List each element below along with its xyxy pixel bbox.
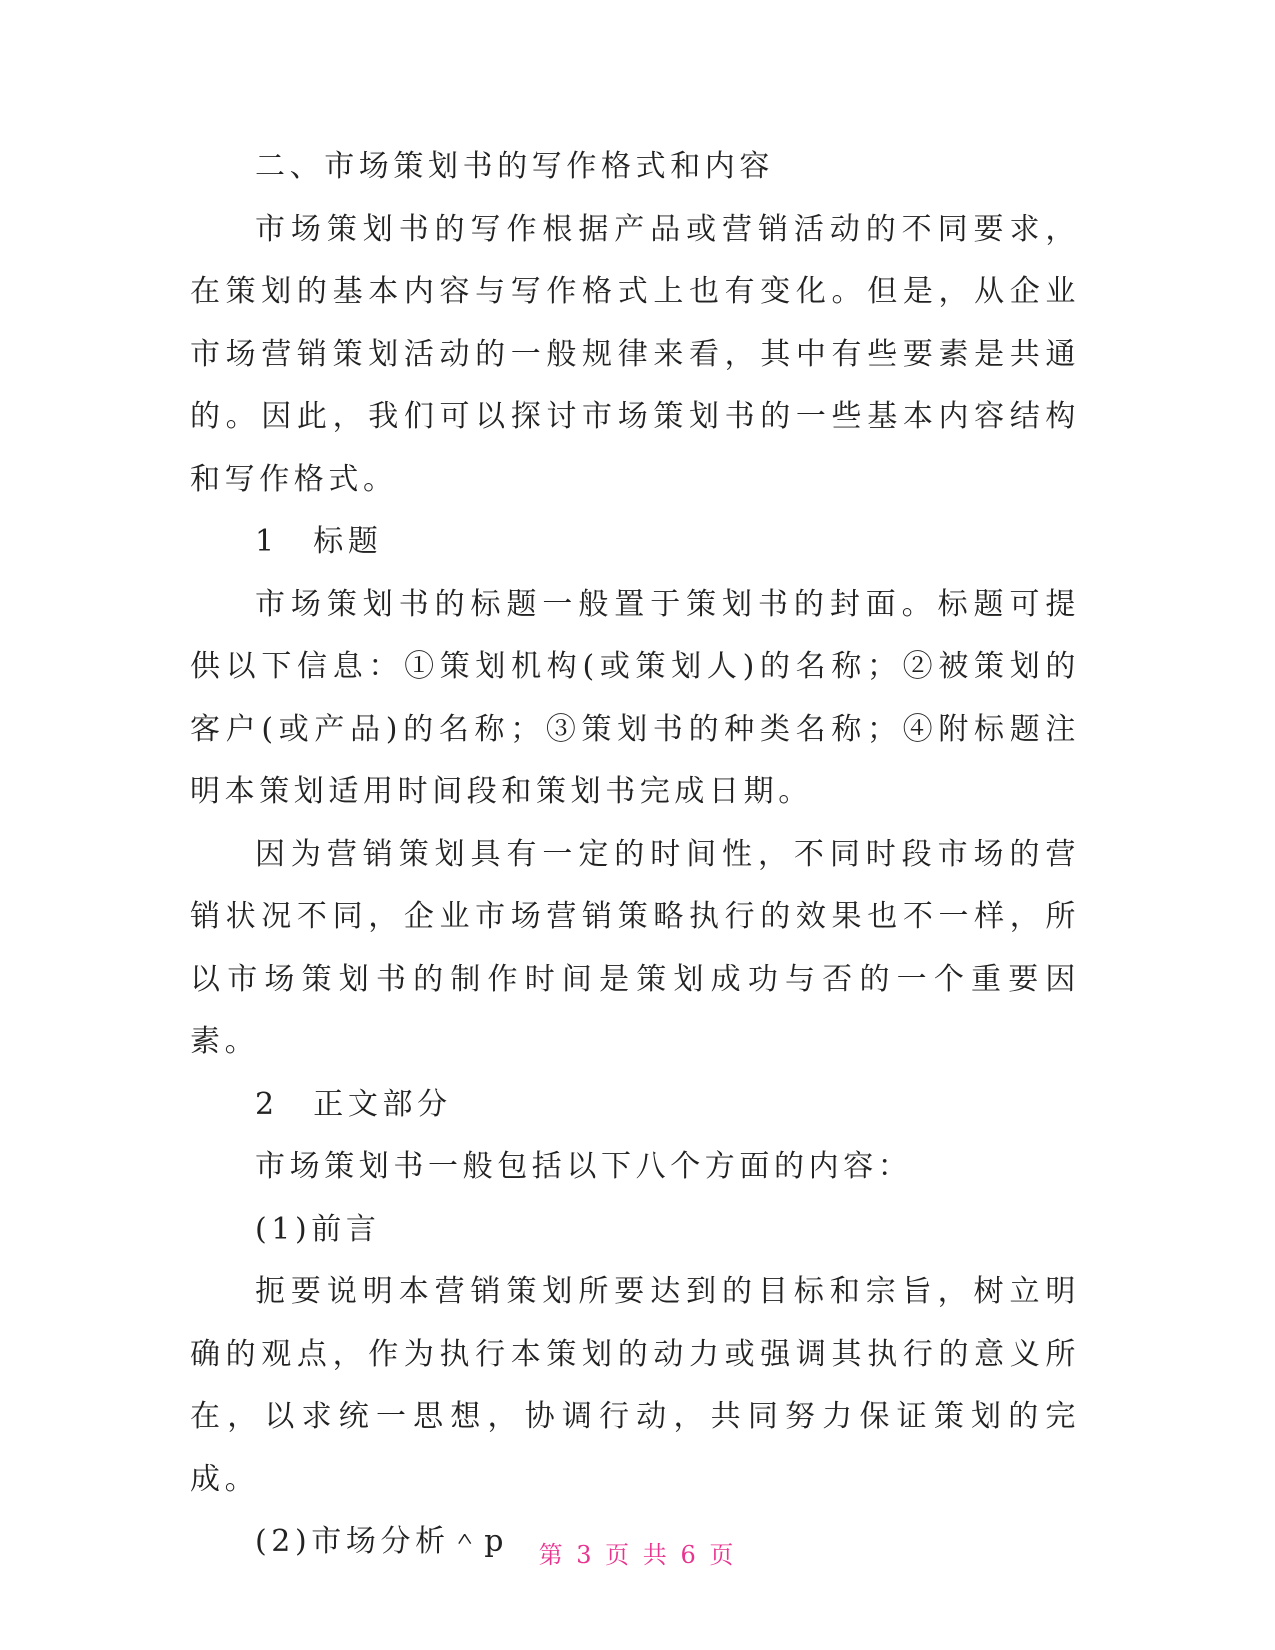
sub2-heading: (2)市场分析＾p [255, 1524, 509, 1559]
section-heading: 二、市场策划书的写作格式和内容 [255, 149, 774, 184]
item2-paragraph-1: 市场策划书一般包括以下八个方面的内容： [255, 1149, 913, 1184]
item1-paragraph-2: 因为营销策划具有一定的时间性，不同时段市场的营销状况不同，企业市场营销策略执行的效果也不一样，所以市场策划书的制作时间是策划成功与否的一个重要因素。 [190, 836, 1080, 1059]
page-footer: 第 3 页 共 6 页 [538, 1541, 737, 1569]
item1-paragraph-1: 市场策划书的标题一般置于策划书的封面。标题可提供以下信息：①策划机构(或策划人)的名称；②被策划的客户(或产品)的名称；③策划书的种类名称；④附标题注明本策划适用时间段和策划书完成日期。 [190, 586, 1080, 809]
sub1-paragraph: 扼要说明本营销策划所要达到的目标和宗旨，树立明确的观点，作为执行本策划的动力或强调其执行的意义所在，以求统一思想，协调行动，共同努力保证策划的完成。 [190, 1274, 1080, 1497]
document-body [190, 136, 1080, 1574]
item2-heading: 2 正文部分 [255, 1086, 452, 1122]
sub1-heading: (1)前言 [255, 1211, 381, 1247]
item1-heading: 1 标题 [255, 524, 383, 559]
intro-paragraph: 市场策划书的写作根据产品或营销活动的不同要求，在策划的基本内容与写作格式上也有变化。但是，从企业市场营销策划活动的一般规律来看，其中有些要素是共通的。因此，我们可以探讨市场策划书的一些基本内容结构和写作格式。 [190, 211, 1080, 497]
